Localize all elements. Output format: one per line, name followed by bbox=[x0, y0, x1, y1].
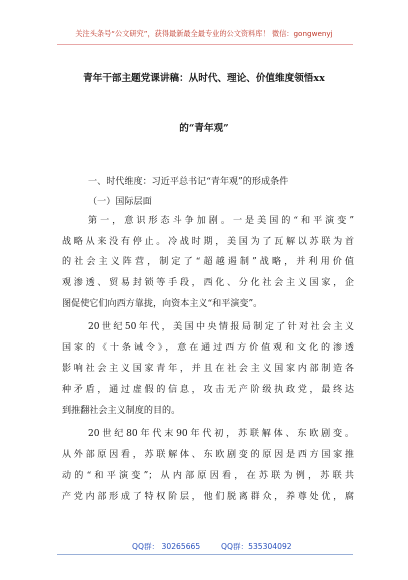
footer-divider bbox=[57, 554, 353, 555]
paragraph-2-line: 影响社会主义国家青年，并且在社会主义国家内部制造各 bbox=[62, 364, 354, 374]
paragraph-3-line: 从外部原因看，苏联解体、东欧剧变的原因是西方国家推 bbox=[62, 450, 354, 460]
paragraph-1-line: 图促使它们向西方靠拢，向资本主义“和平演变”。 bbox=[62, 299, 263, 309]
document-title-line-1: 青年干部主题党课讲稿：从时代、理论、价值维度领悟xx bbox=[83, 73, 325, 84]
paragraph-1-line: 的社会主义阵营，制定了“超越遏制”战略，并利用价值 bbox=[62, 257, 354, 267]
paragraph-1-line: 观渗透、贸易封锁等手段，西化、分化社会主义国家，企 bbox=[62, 278, 354, 288]
paragraph-1-line: 战略从来没有停止。冷战时期，美国为了瓦解以苏联为首 bbox=[62, 237, 354, 247]
subsection-heading: （一）国际层面 bbox=[88, 197, 152, 207]
paragraph-3-line: 20世纪80年代末90年代初，苏联解体、东欧剧变。 bbox=[88, 429, 354, 439]
section-heading: 一、时代维度：习近平总书记“青年观”的形成条件 bbox=[88, 177, 289, 187]
document-title-line-2: 的“青年观” bbox=[179, 123, 229, 134]
paragraph-2-line: 国家的《十条诫令》，意在通过西方价值观和文化的渗透 bbox=[62, 343, 354, 353]
paragraph-3-line: 产党内部形成了特权阶层，他们脱离群众，养尊处优，腐 bbox=[62, 492, 354, 502]
paragraph-2-line: 到推翻社会主义制度的目的。 bbox=[62, 406, 181, 416]
paragraph-2-line: 种矛盾，通过虚假的信息，攻击无产阶级执政党，最终达 bbox=[62, 385, 354, 395]
header-notice: 关注头条号“公文研究”，获得最新最全最专业的公文资料库！ 微信：gongwenyj bbox=[75, 29, 333, 38]
paragraph-2-line: 20世纪50年代，美国中央情报局制定了针对社会主义 bbox=[88, 322, 354, 332]
footer-qq-group-2: QQ群：535304092 bbox=[221, 542, 292, 551]
paragraph-3-line: 动的“和平演变”；从内部原因看，在苏联为例，苏联共 bbox=[62, 471, 354, 481]
paragraph-1-line: 第一，意识形态斗争加剧。一是美国的“和平演变” bbox=[88, 216, 354, 226]
footer-qq-group-1: QQ群： 30265665 bbox=[132, 542, 201, 551]
header-divider bbox=[57, 44, 353, 45]
